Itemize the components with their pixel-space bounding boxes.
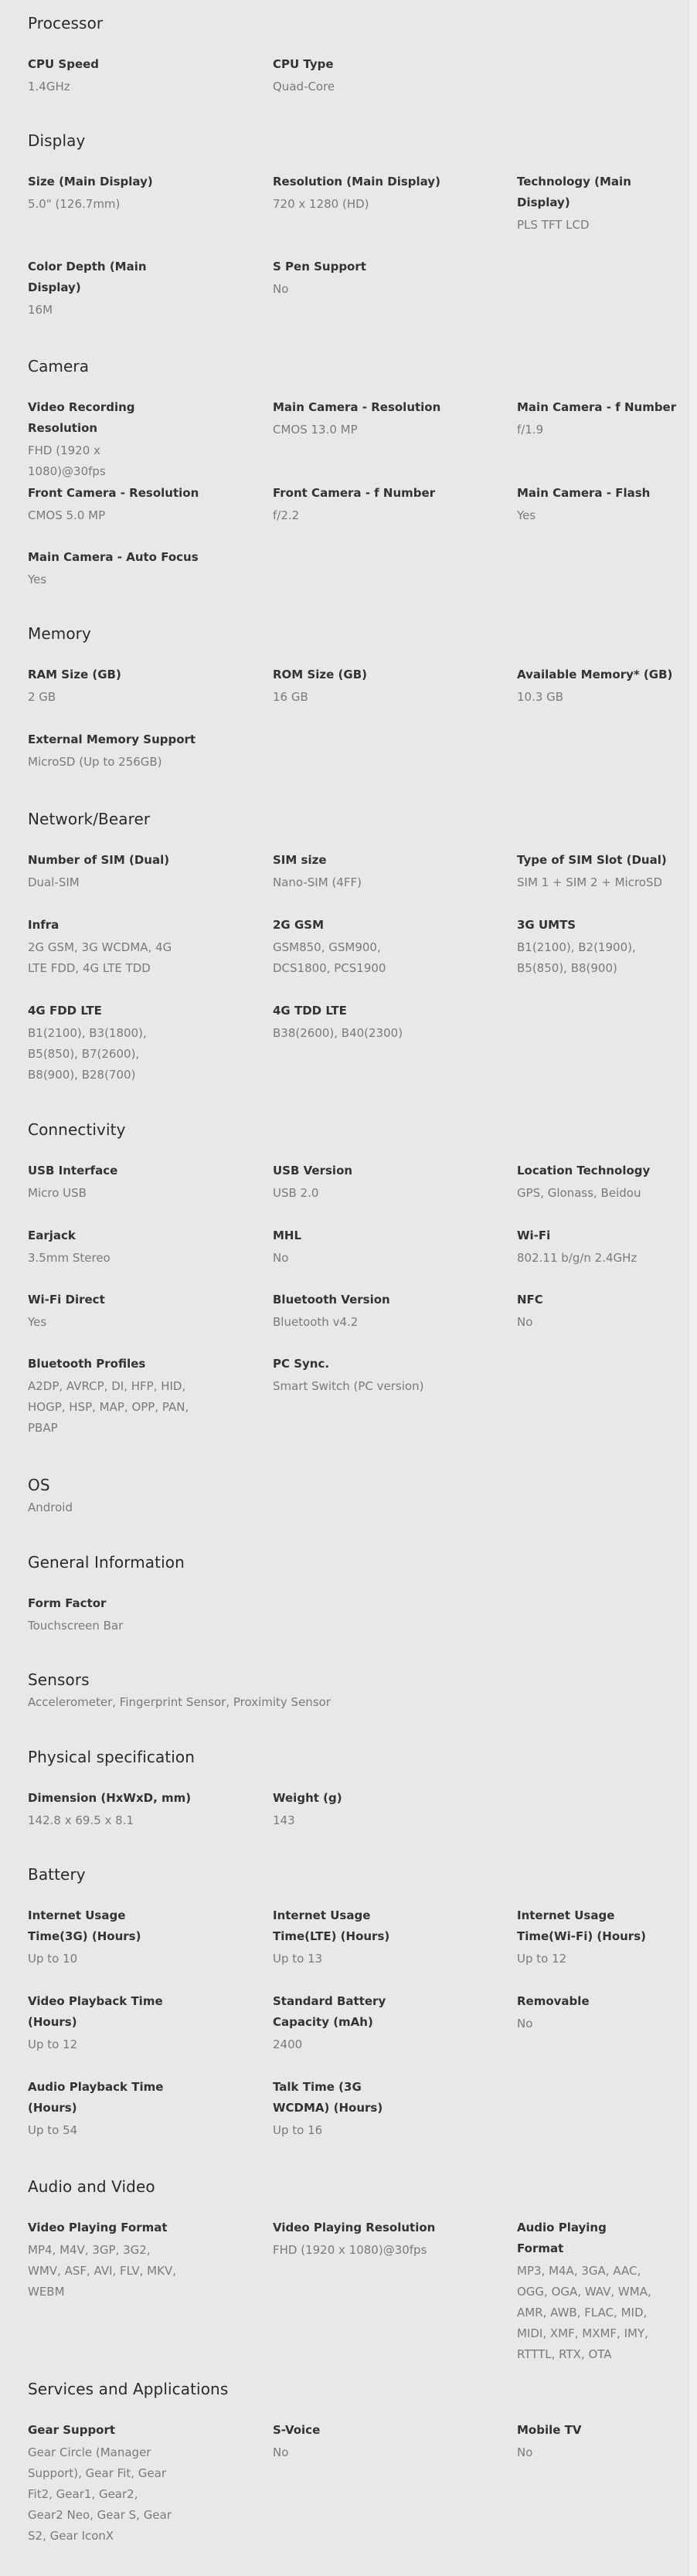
spec-mhl: [273, 1225, 466, 1269]
section-title: OS: [28, 1476, 50, 1494]
spec-talk-time-3g-wcdma: [273, 2077, 420, 2141]
spec-label: Form Factor: [28, 1596, 107, 1610]
spec-label: ROM Size (GB): [273, 668, 367, 681]
spec-value: FHD (1920 x 1080)@30fps: [28, 443, 106, 478]
spec-label: S Pen Support: [273, 260, 366, 274]
spec-label: Video Playing Resolution: [273, 2221, 436, 2234]
spec-main-camera-f-number: [517, 397, 697, 440]
spec-label: Audio Playback Time (Hours): [28, 2080, 164, 2115]
spec-cpu-type: [273, 54, 466, 97]
spec-4g-fdd-lte: [28, 1001, 151, 1086]
spec-value: Up to 12: [28, 2037, 78, 2051]
spec-internet-usage-time-lte: [273, 1905, 435, 1969]
spec-value: Nano-SIM (4FF): [273, 875, 362, 889]
section-title: Connectivity: [28, 1120, 126, 1139]
spec-value: FHD (1920 x 1080)@30fps: [273, 2243, 427, 2257]
spec-value: No: [517, 2445, 533, 2459]
spec-label: Mobile TV: [517, 2423, 582, 2437]
spec-cpu-speed: [28, 54, 221, 97]
section-title: Camera: [28, 357, 90, 376]
spec-label: Weight (g): [273, 1791, 342, 1805]
spec-value: MicroSD (Up to 256GB): [28, 755, 162, 769]
section-title: Services and Applications: [28, 2380, 229, 2398]
spec-label: Main Camera - Auto Focus: [28, 550, 199, 564]
spec-wi-fi-direct: [28, 1290, 221, 1333]
spec-label: Audio Playing Format: [517, 2221, 607, 2255]
spec-label: Wi-Fi: [517, 1229, 551, 1242]
spec-label: Front Camera - Resolution: [28, 486, 199, 500]
spec-gear-support: [28, 2420, 175, 2547]
section-title: Display: [28, 131, 86, 150]
spec-label: Available Memory* (GB): [517, 668, 673, 681]
spec-video-recording-resolution: [28, 397, 175, 482]
spec-video-playing-resolution: [273, 2217, 466, 2261]
spec-size-main-display: [28, 172, 221, 215]
spec-label: Bluetooth Version: [273, 1293, 390, 1307]
spec-value: Quad-Core: [273, 80, 335, 93]
spec-label: Type of SIM Slot (Dual): [517, 853, 667, 867]
spec-label: S-Voice: [273, 2423, 321, 2437]
section-title: General Information: [28, 1553, 185, 1572]
spec-label: Number of SIM (Dual): [28, 853, 170, 867]
section-title: Sensors: [28, 1670, 90, 1689]
spec-label: RAM Size (GB): [28, 668, 121, 681]
spec-main-camera-auto-focus: [28, 547, 221, 590]
spec-value: 720 x 1280 (HD): [273, 197, 369, 211]
spec-value: A2DP, AVRCP, DI, HFP, HID, HOGP, HSP, MAP, OPP, PAN, PBAP: [28, 1379, 189, 1435]
spec-label: Video Recording Resolution: [28, 400, 135, 435]
spec-value: Accelerometer, Fingerprint Sensor, Proximity Sensor: [28, 1695, 331, 1709]
spec-label: Wi-Fi Direct: [28, 1293, 105, 1307]
spec-4g-tdd-lte: [273, 1001, 466, 1044]
spec-value: Micro USB: [28, 1186, 87, 1200]
spec-s-pen-support: [273, 257, 466, 300]
spec-value: Touchscreen Bar: [28, 1619, 124, 1633]
spec-label: Main Camera - Flash: [517, 486, 651, 500]
spec-label: Video Playing Format: [28, 2221, 168, 2234]
spec-label: Removable: [517, 1994, 590, 2008]
spec-label: Front Camera - f Number: [273, 486, 436, 500]
spec-usb-interface: [28, 1161, 221, 1204]
spec-usb-version: [273, 1161, 466, 1204]
spec-value: 142.8 x 69.5 x 8.1: [28, 1813, 134, 1827]
spec-audio-playing-format: [517, 2217, 652, 2365]
spec-label: USB Version: [273, 1164, 353, 1178]
spec-label: SIM size: [273, 853, 327, 867]
spec-label: NFC: [517, 1293, 543, 1307]
spec-value: PLS TFT LCD: [517, 218, 590, 232]
spec-value: SIM 1 + SIM 2 + MicroSD: [517, 875, 663, 889]
spec-label: PC Sync.: [273, 1357, 330, 1371]
spec-value: Up to 16: [273, 2123, 323, 2137]
spec-main-camera-flash: [517, 483, 697, 526]
spec-earjack: [28, 1225, 221, 1269]
spec-value: GSM850, GSM900, DCS1800, PCS1900: [273, 940, 386, 975]
spec-label: Gear Support: [28, 2423, 116, 2437]
spec-value: Yes: [28, 573, 47, 586]
spec-value: GPS, Glonass, Beidou: [517, 1186, 641, 1200]
section-title: Battery: [28, 1865, 86, 1884]
spec-os-value: [28, 1496, 677, 1518]
spec-value: CMOS 5.0 MP: [28, 508, 106, 522]
spec-value: f/1.9: [517, 423, 544, 437]
spec-label: Internet Usage Time(3G) (Hours): [28, 1908, 141, 1943]
spec-color-depth: [28, 257, 159, 321]
spec-label: USB Interface: [28, 1164, 118, 1178]
spec-value: 16M: [28, 303, 53, 317]
spec-main-camera-resolution: [273, 397, 466, 440]
spec-front-camera-f-number: [273, 483, 466, 526]
spec-value: 2 GB: [28, 690, 56, 704]
spec-technology-main-display: [517, 172, 648, 236]
spec-value: Android: [28, 1500, 73, 1514]
spec-label: Technology (Main Display): [517, 175, 631, 209]
spec-sim-size: [273, 850, 466, 893]
spec-weight: [273, 1788, 466, 1831]
spec-number-of-sim: [28, 850, 221, 893]
spec-value: Yes: [28, 1315, 47, 1329]
section-title: Physical specification: [28, 1748, 196, 1766]
spec-label: Resolution (Main Display): [273, 175, 440, 189]
spec-pc-sync: [273, 1354, 466, 1397]
spec-bluetooth-profiles: [28, 1354, 190, 1439]
spec-value: 16 GB: [273, 690, 308, 704]
section-title: Network/Bearer: [28, 810, 151, 828]
spec-value: Dual-SIM: [28, 875, 80, 889]
spec-label: Bluetooth Profiles: [28, 1357, 146, 1371]
spec-value: Up to 54: [28, 2123, 78, 2137]
spec-label: Location Technology: [517, 1164, 651, 1178]
spec-video-playing-format: [28, 2217, 186, 2302]
spec-value: No: [273, 1251, 289, 1265]
section-title: Audio and Video: [28, 2177, 155, 2196]
spec-value: No: [273, 2445, 289, 2459]
spec-value: Gear Circle (Manager Support), Gear Fit, Gear Fit2, Gear1, Gear2, Gear2 Neo, Gear S, Gear S2, Gear IconX: [28, 2445, 172, 2543]
spec-label: 3G UMTS: [517, 918, 576, 932]
spec-form-factor: [28, 1593, 221, 1636]
spec-label: 4G FDD LTE: [28, 1004, 102, 1018]
spec-removable: [517, 1991, 697, 2034]
spec-standard-battery-capacity: [273, 1991, 420, 2055]
spec-rom-size: [273, 664, 466, 708]
spec-nfc: [517, 1290, 697, 1333]
spec-value: 10.3 GB: [517, 690, 564, 704]
spec-mobile-tv: [517, 2420, 697, 2463]
spec-type-of-sim-slot: [517, 850, 697, 893]
spec-label: External Memory Support: [28, 732, 196, 746]
spec-location-technology: [517, 1161, 697, 1204]
spec-value: B1(2100), B2(1900), B5(850), B8(900): [517, 940, 636, 975]
spec-value: 2G GSM, 3G WCDMA, 4G LTE FDD, 4G LTE TDD: [28, 940, 172, 975]
spec-value: MP4, M4V, 3GP, 3G2, WMV, ASF, AVI, FLV, MKV, WEBM: [28, 2243, 176, 2299]
spec-external-memory-support: [28, 729, 221, 773]
spec-wi-fi: [517, 1225, 697, 1269]
spec-value: Up to 13: [273, 1952, 323, 1966]
spec-s-voice: [273, 2420, 466, 2463]
section-title: Memory: [28, 624, 91, 643]
spec-3g-umts: [517, 915, 648, 979]
spec-value: Up to 12: [517, 1952, 567, 1966]
spec-value: B1(2100), B3(1800), B5(850), B7(2600), B8(900), B28(700): [28, 1026, 147, 1082]
spec-label: Video Playback Time (Hours): [28, 1994, 163, 2029]
spec-label: Dimension (HxWxD, mm): [28, 1791, 192, 1805]
spec-label: Earjack: [28, 1229, 76, 1242]
spec-label: Internet Usage Time(Wi-Fi) (Hours): [517, 1908, 646, 1943]
spec-value: Up to 10: [28, 1952, 78, 1966]
spec-label: Main Camera - f Number: [517, 400, 677, 414]
spec-label: Talk Time (3G WCDMA) (Hours): [273, 2080, 383, 2115]
spec-label: 4G TDD LTE: [273, 1004, 347, 1018]
spec-value: f/2.2: [273, 508, 300, 522]
spec-available-memory: [517, 664, 697, 708]
spec-label: Main Camera - Resolution: [273, 400, 441, 414]
spec-value: USB 2.0: [273, 1186, 319, 1200]
spec-value: 143: [273, 1813, 295, 1827]
spec-infra: [28, 915, 182, 979]
spec-value: CMOS 13.0 MP: [273, 423, 358, 437]
spec-label: Internet Usage Time(LTE) (Hours): [273, 1908, 390, 1943]
spec-value: Bluetooth v4.2: [273, 1315, 359, 1329]
section-title: Processor: [28, 14, 104, 32]
spec-label: Infra: [28, 918, 60, 932]
spec-internet-usage-time-wifi: [517, 1905, 664, 1969]
spec-value: 802.11 b/g/n 2.4GHz: [517, 1251, 638, 1265]
spec-value: Yes: [517, 508, 536, 522]
spec-label: Color Depth (Main Display): [28, 260, 147, 294]
spec-audio-playback-time: [28, 2077, 175, 2141]
spec-value: 2400: [273, 2037, 303, 2051]
spec-label: CPU Speed: [28, 57, 100, 71]
spec-value: No: [517, 1315, 533, 1329]
spec-dimension: [28, 1788, 221, 1831]
spec-value: B38(2600), B40(2300): [273, 1026, 403, 1040]
spec-label: 2G GSM: [273, 918, 325, 932]
spec-value: 1.4GHz: [28, 80, 70, 93]
spec-label: Size (Main Display): [28, 175, 153, 189]
spec-label: CPU Type: [273, 57, 334, 71]
spec-front-camera-resolution: [28, 483, 221, 526]
spec-resolution-main-display: [273, 172, 466, 215]
spec-ram-size: [28, 664, 221, 708]
spec-label: Standard Battery Capacity (mAh): [273, 1994, 386, 2029]
spec-label: MHL: [273, 1229, 302, 1242]
page-scrollbar[interactable]: [688, 0, 697, 2576]
spec-internet-usage-time-3g: [28, 1905, 182, 1969]
spec-value: MP3, M4A, 3GA, AAC, OGG, OGA, WAV, WMA, AMR, AWB, FLAC, MID, MIDI, XMF, MXMF, IMY, RTTTL, RTX, OTA: [517, 2264, 651, 2361]
spec-bluetooth-version: [273, 1290, 466, 1333]
spec-2g-gsm: [273, 915, 404, 979]
spec-sensors-value: [28, 1691, 677, 1713]
spec-value: Smart Switch (PC version): [273, 1379, 424, 1393]
spec-value: No: [517, 2017, 533, 2031]
spec-value: 3.5mm Stereo: [28, 1251, 110, 1265]
spec-value: 5.0" (126.7mm): [28, 197, 121, 211]
spec-value: No: [273, 282, 289, 296]
spec-video-playback-time: [28, 1991, 175, 2055]
